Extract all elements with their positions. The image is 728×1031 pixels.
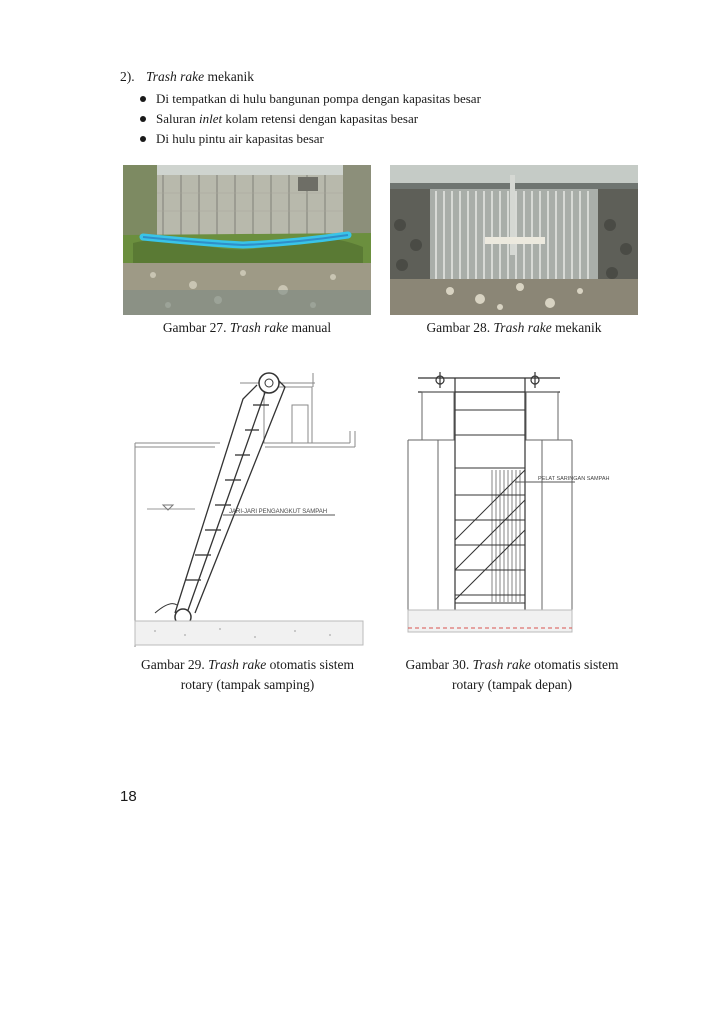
section-number: 2). [120,69,135,84]
label-jari-jari: JARI-JARI PENGANGKUT SAMPAH [229,509,328,515]
caption-gambar-27: Gambar 27. Trash rake manual [162,320,332,335]
caption-gambar-30: Gambar 30. Trash rake otomatis sistem rotary (tampak depan) [405,657,619,692]
section-heading [120,69,254,85]
bullet-item: Di tempatkan di hulu bangunan pompa dengan kapasitas besar [140,89,481,109]
label-pelat-saringan: PELAT SARINGAN SAMPAH [538,476,610,482]
photo-trash-rake-mekanik [390,165,638,315]
caption-gambar-29: Gambar 29. Trash rake otomatis sistem rotary (tampak samping) [141,657,354,692]
bullet-list [140,89,481,149]
bullet-item: Saluran inlet kolam retensi dengan kapasitas besar [140,109,481,129]
section-title-rest: mekanik [204,69,255,84]
page-number: 18 [120,788,137,805]
diagram-side-view [125,365,370,647]
bullet-item: Di hulu pintu air kapasitas besar [140,129,481,149]
diagram-front-view [400,370,610,650]
bullet-dot-icon [140,116,146,122]
photo-trash-rake-manual [123,165,371,315]
bullet-dot-icon [140,136,146,142]
section-title-italic: Trash rake [146,69,205,84]
bullet-dot-icon [140,96,146,102]
caption-gambar-28: Gambar 28. Trash rake mekanik [426,320,602,335]
